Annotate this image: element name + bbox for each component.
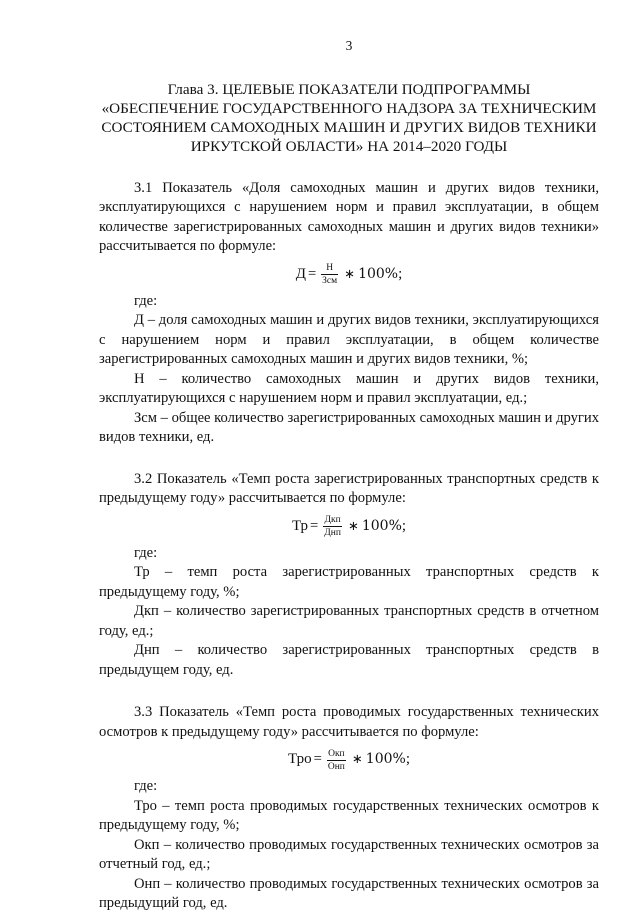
formula-multiply: ∗ xyxy=(351,752,363,768)
definition: Окп – количество проводимых государственных технических осмотров за отчетный год, ед.; xyxy=(99,836,599,872)
formula-tail xyxy=(341,265,402,285)
chapter-heading xyxy=(99,80,599,156)
formula-tail xyxy=(349,750,410,770)
where-label: где: xyxy=(134,544,158,561)
section-intro: 3.1 Показатель «Доля самоходных машин и других видов техники, эксплуатирующихся с нарушением норм и правил эксплуатации, в общем количестве зарегистрированных самоходных машин и других видов техники» рассчитывается по формуле: xyxy=(99,179,599,254)
heading-line: Глава 3. ЦЕЛЕВЫЕ ПОКАЗАТЕЛИ ПОДПРОГРАММЫ xyxy=(167,80,531,98)
formula-lhs: Тро xyxy=(288,751,312,768)
formula-tail xyxy=(345,517,406,537)
definition: Зсм – общее количество зарегистрированных самоходных машин и других видов техники, ед. xyxy=(99,409,599,445)
formula-denominator: Зсм xyxy=(322,276,338,286)
formula-percent: 100% xyxy=(365,751,406,768)
formula-multiply: ∗ xyxy=(344,266,356,282)
formula-percent: 100% xyxy=(361,517,402,534)
formula-numerator: Н xyxy=(326,263,334,273)
where-label: где: xyxy=(134,778,158,794)
section-intro: 3.3 Показатель «Темп роста проводимых государственных технических осмотров к предыдущему году» рассчитывается по формуле: xyxy=(99,704,599,740)
heading-line: ИРКУТСКОЙ ОБЛАСТИ» НА 2014–2020 ГОДЫ xyxy=(190,137,508,155)
where-label: где: xyxy=(134,292,158,309)
formula xyxy=(99,258,599,292)
section-3-3 xyxy=(99,703,599,914)
formula-multiply: ∗ xyxy=(347,518,359,534)
definition: Днп – количество зарегистрированных транспортных средств в предыдущем году, ед. xyxy=(99,642,599,678)
formula-end: ; xyxy=(405,751,410,768)
formula-lhs: Тр xyxy=(291,517,309,534)
formula-percent: 100% xyxy=(358,265,399,282)
formula-fraction xyxy=(323,515,342,538)
page-number: 3 xyxy=(345,38,353,53)
formula xyxy=(99,743,599,777)
formula-numerator: Окп xyxy=(328,748,345,759)
definition: Д – доля самоходных машин и других видов техники, эксплуатирующихся с нарушением норм и правил эксплуатации, в общем количестве зарегистрированных самоходных машин и других видов техники, %; xyxy=(99,312,599,367)
formula-end: ; xyxy=(398,265,403,282)
definition: Тр – темп роста зарегистрированных транспортных средств к предыдущему году, %; xyxy=(99,564,599,600)
definition: Дкп – количество зарегистрированных транспортных средств в отчетном году, ед.; xyxy=(99,603,599,639)
section-3-1 xyxy=(99,179,599,448)
definition: Н – количество самоходных машин и других видов техники, эксплуатирующихся с нарушением норм и правил эксплуатации, ед.; xyxy=(99,370,599,406)
formula-equals: = xyxy=(310,517,319,534)
formula-equals: = xyxy=(313,751,322,768)
formula-denominator: Онп xyxy=(327,761,345,772)
formula xyxy=(99,510,599,544)
formula-denominator: Днп xyxy=(324,528,341,538)
formula-end: ; xyxy=(401,517,407,534)
formula-equals: = xyxy=(307,265,317,282)
section-3-2 xyxy=(99,470,599,681)
heading-line: «ОБЕСПЕЧЕНИЕ ГОСУДАРСТВЕННОГО НАДЗОРА ЗА ТЕХНИЧЕСКИМ xyxy=(101,99,597,117)
definition: Тро – темп роста проводимых государственных технических осмотров к предыдущему году, %; xyxy=(99,797,599,833)
formula-lhs: Д xyxy=(295,265,306,282)
heading-line: СОСТОЯНИЕМ САМОХОДНЫХ МАШИН И ДРУГИХ ВИДОВ ТЕХНИКИ xyxy=(101,118,597,136)
definition: Онп – количество проводимых государственных технических осмотров за предыдущий год, ед. xyxy=(99,875,599,911)
section-intro: 3.2 Показатель «Темп роста зарегистрированных транспортных средств к предыдущему году» рассчитывается по формуле: xyxy=(99,470,599,506)
formula-fraction xyxy=(321,263,338,286)
formula-numerator: Дкп xyxy=(324,515,341,525)
formula-fraction xyxy=(327,749,346,772)
